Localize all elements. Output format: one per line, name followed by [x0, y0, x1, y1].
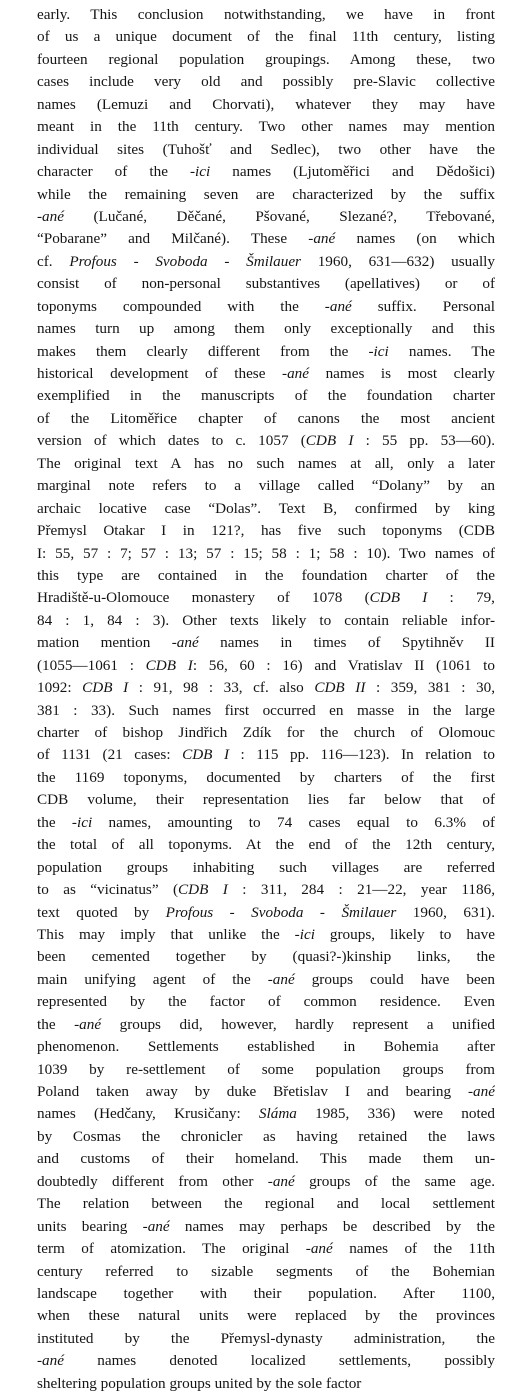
text-line: historical development of these -ané names is most clearly	[37, 365, 495, 382]
text-line: names turn up among them only exceptionally and this	[37, 320, 495, 338]
text-line: names (Hedčany, Krusičany: Sláma 1985, 336) were noted	[37, 1105, 495, 1123]
text-line: text quoted by Profous - Svoboda - Šmilauer 1960, 631).	[37, 903, 495, 921]
text-line: while the remaining seven are characterized by the suffix	[37, 185, 495, 203]
text-line: 1039 by re-settlement of some population groups from	[37, 1060, 495, 1078]
text-line: units bearing -ané names may perhaps be described by the	[37, 1217, 495, 1235]
text-line: “Pobarane” and Milčané). These -ané names (on which	[37, 230, 495, 248]
text-line: marginal note refers to a village called “Dolany” by an	[37, 477, 495, 495]
text-line: (1055—1061 : CDB I: 56, 60 : 16) and Vratislav II (1061 to	[37, 656, 495, 674]
text-line: of the Litoměřice chapter of canons the most ancient	[37, 409, 495, 427]
text-line: instituted by the Přemysl-dynasty administration, the	[37, 1329, 495, 1347]
text-line: population groups inhabiting such villages are referred	[37, 858, 495, 876]
text-line: -ané (Lučané, Děčané, Pšované, Slezané?, Třebované,	[37, 207, 495, 225]
text-line: represented by the factor of common residence. Even	[37, 993, 495, 1011]
text-line: individual sites (Tuhošť and Sedlec), two other have the	[37, 140, 495, 158]
text-line: meant in the 11th century. Two other names may mention	[37, 118, 495, 136]
text-line: century referred to sizable segments of the Bohemian	[37, 1262, 495, 1280]
text-line: by Cosmas the chronicler as having retained the laws	[37, 1127, 495, 1145]
text-line: phenomenon. Settlements established in Bohemia after	[37, 1038, 495, 1056]
text-line: of 1131 (21 cases: CDB I : 115 pp. 116—123). In relation to	[37, 746, 495, 764]
text-line: early. This conclusion notwithstanding, we have in front	[37, 6, 495, 23]
text-line: doubtedly different from other -ané groups of the same age.	[37, 1172, 495, 1190]
body-text	[37, 4, 495, 1395]
text-line: sheltering population groups united by the sole factor	[37, 1374, 362, 1392]
text-line: term of atomization. The original -ané names of the 11th	[37, 1240, 495, 1258]
text-line: The relation between the regional and local settlement	[37, 1195, 495, 1213]
text-line: when these natural units were replaced by the provinces	[37, 1307, 495, 1325]
text-line: names (Lemuzi and Chorvati), whatever they may have	[37, 95, 495, 113]
text-line: archaic locative case “Dolas”. Text B, confirmed by king	[37, 499, 495, 517]
text-line: charter of bishop Jindřich Zdík for the church of Olomouc	[37, 724, 495, 741]
text-line: version of which dates to c. 1057 (CDB I : 55 pp. 53—60).	[37, 432, 495, 450]
text-line: 381 : 33). Such names first occurred en masse in the large	[37, 701, 495, 719]
text-line: exemplified in the manuscripts of the foundation charter	[37, 387, 495, 405]
text-line: the total of all toponyms. At the end of the 12th century,	[37, 836, 495, 854]
text-line: I: 55, 57 : 7; 57 : 13; 57 : 15; 58 : 1; 58 : 10). Two names of	[37, 544, 495, 562]
text-line: main unifying agent of the -ané groups could have been	[37, 970, 495, 988]
text-line: consist of non-personal substantives (apellatives) or of	[37, 275, 495, 293]
text-line: of us a unique document of the final 11th century, listing	[37, 28, 495, 46]
text-line: the -ané groups did, however, hardly represent a unified	[37, 1015, 495, 1033]
text-line: cases include very old and possibly pre-Slavic collective	[37, 73, 495, 91]
document-page	[37, 4, 495, 1395]
text-line: The original text A has no such names at all, only a later	[37, 454, 495, 472]
text-line: CDB volume, their representation lies far below that of	[37, 791, 495, 809]
text-line: fourteen regional population groupings. Among these, two	[37, 50, 495, 68]
text-line: character of the -ici names (Ljutoměřici and Dědošici)	[37, 163, 495, 181]
text-line: the -ici names, amounting to 74 cases equal to 6.3% of	[37, 813, 495, 831]
text-line: the 1169 toponyms, documented by charters of the first	[37, 768, 495, 786]
text-line: makes them clearly different from the -ici names. The	[37, 342, 495, 360]
text-line: cf. Profous - Svoboda - Šmilauer 1960, 631—632) usually	[37, 252, 495, 270]
text-line: Hradiště-u-Olomouce monastery of 1078 (CDB I : 79,	[37, 589, 495, 607]
text-line: to as “vicinatus” (CDB I : 311, 284 : 21—22, year 1186,	[37, 881, 495, 899]
text-line: Přemysl Otakar I in 121?, has five such toponyms (CDB	[37, 522, 495, 540]
text-line: been cemented together by (quasi?-)kinship links, the	[37, 948, 495, 966]
text-line: and customs of their homeland. This made them un-	[37, 1150, 495, 1168]
text-line: This may imply that unlike the -ici groups, likely to have	[37, 925, 495, 943]
text-line: this type are contained in the foundation charter of the	[37, 566, 495, 584]
text-line: -ané names denoted localized settlements, possibly	[37, 1352, 495, 1370]
text-line: 84 : 1, 84 : 3). Other texts likely to contain reliable infor-	[37, 611, 495, 629]
text-line: Poland taken away by duke Břetislav I and bearing -ané	[37, 1083, 495, 1100]
text-line: landscape together with their population. After 1100,	[37, 1284, 495, 1302]
text-line: 1092: CDB I : 91, 98 : 33, cf. also CDB II : 359, 381 : 30,	[37, 679, 495, 697]
text-line: mation mention -ané names in times of Spytihněv II	[37, 634, 495, 652]
text-line: toponyms compounded with the -ané suffix. Personal	[37, 297, 495, 315]
